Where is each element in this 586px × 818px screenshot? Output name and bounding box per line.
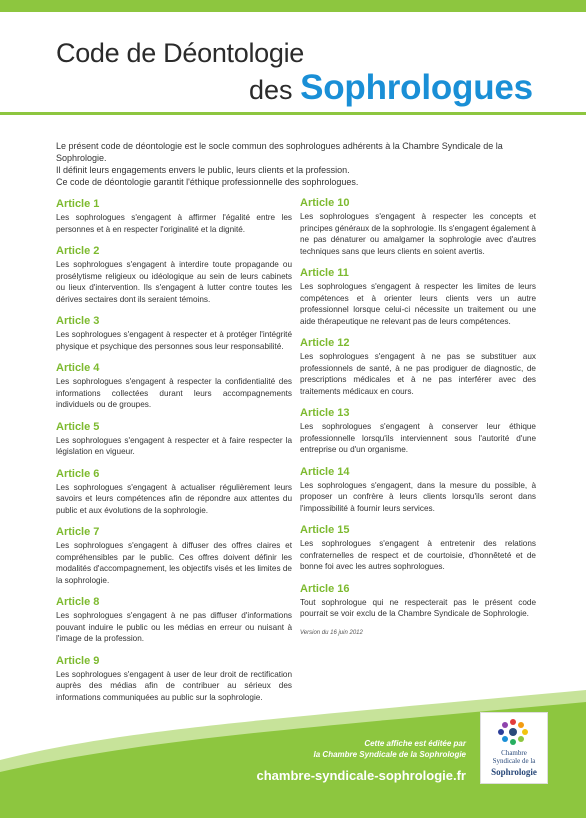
chambre-syndicale-logo bbox=[480, 712, 548, 784]
article-11 bbox=[300, 267, 536, 327]
article-10 bbox=[300, 197, 536, 257]
article-6 bbox=[56, 468, 292, 517]
article-text: Les sophrologues s'engagent à ne pas diffuser d'informations pouvant induire le public ou les médias en erreur ou nuisant à l'image de la profession. bbox=[56, 611, 292, 643]
logo-line: Chambre bbox=[501, 749, 527, 757]
article-title: Article 7 bbox=[56, 526, 100, 538]
article-title: Article 1 bbox=[56, 198, 100, 210]
article-7 bbox=[56, 526, 292, 586]
article-12 bbox=[300, 337, 536, 397]
article-text: Les sophrologues s'engagent à diffuser des offres claires et compréhensibles par le public. Ces offres doivent définir les modalités d'accompagnement, les objectifs visés et les limites de la sophrologie. bbox=[56, 541, 292, 585]
article-text: Les sophrologues s'engagent à respecter les concepts et principes généraux de la sophrologie. Ils s'engagent également à ne pas dénaturer ou amalgamer la sophrologie avec d'autres techniques sans que leurs clients en soient avertis. bbox=[300, 212, 536, 256]
footer-website-link[interactable]: chambre-syndicale-sophrologie.fr bbox=[256, 768, 466, 783]
title-main-word: Sophrologues bbox=[300, 68, 533, 107]
intro-line: Le présent code de déontologie est le socle commun des sophrologues adhérents à la Chambre Syndicale de la Sophrologie. bbox=[56, 141, 503, 163]
footer-publisher-note bbox=[314, 738, 466, 760]
article-13 bbox=[300, 407, 536, 456]
article-3 bbox=[56, 315, 292, 352]
footer-line: la Chambre Syndicale de la Sophrologie bbox=[313, 750, 466, 759]
article-4 bbox=[56, 362, 292, 411]
logo-line: Syndicale de la bbox=[492, 757, 536, 765]
footer-line: Cette affiche est éditée par bbox=[364, 739, 466, 748]
article-16 bbox=[300, 583, 536, 620]
article-title: Article 4 bbox=[56, 362, 100, 374]
articles-right-column bbox=[300, 197, 536, 636]
article-title: Article 8 bbox=[56, 596, 100, 608]
article-text: Les sophrologues s'engagent à respecter les limites de leurs compétences et à orienter leurs clients vers un autre professionnel lorsque celui-ci nécessite un traitement ou une aide thérapeutique ne relevant pas de leurs compétences. bbox=[300, 282, 536, 326]
article-text: Les sophrologues s'engagent à user de leur droit de rectification auprès des médias afin de contribuer au sérieux des informations communiquées au public sur la sophrologie. bbox=[56, 669, 292, 702]
logo-text-top bbox=[483, 749, 545, 765]
article-8 bbox=[56, 596, 292, 645]
article-15 bbox=[300, 524, 536, 573]
intro-paragraph bbox=[56, 140, 546, 188]
article-title: Article 11 bbox=[300, 267, 349, 279]
version-note: Version du 16 juin 2012 bbox=[300, 629, 363, 636]
article-text: Les sophrologues s'engagent à ne pas se substituer aux professionnels de santé, à ne pas prodiguer de diagnostic, de prescriptions médicales et à ne pas interférer avec des traitements médicaux en cours. bbox=[300, 352, 536, 396]
article-title: Article 9 bbox=[56, 654, 100, 667]
title-prefix: des bbox=[249, 75, 293, 105]
article-text: Les sophrologues s'engagent, dans la mesure du possible, à proposer un confrère à leurs clients lorsqu'ils seront dans l'impossibilité à fournir leurs services. bbox=[300, 480, 536, 513]
article-title: Article 13 bbox=[300, 407, 350, 419]
article-text: Les sophrologues s'engagent à affirmer l'égalité entre les personnes et à en respecter l'originalité et la dignité. bbox=[56, 213, 292, 234]
article-14 bbox=[300, 466, 536, 515]
article-text: Les sophrologues s'engagent à actualiser régulièrement leurs savoirs et leurs compétences afin de répondre aux attentes du public et aux évolutions de la sophrologie. bbox=[56, 482, 292, 515]
article-text: Les sophrologues s'engagent à respecter et à faire respecter la législation en vigueur. bbox=[56, 435, 292, 456]
article-text: Les sophrologues s'engagent à conserver leur éthique professionnelle lorsqu'ils interviennent sous l'autorité d'une entreprise ou d'un organisme. bbox=[300, 422, 536, 454]
top-accent-bar bbox=[0, 0, 586, 12]
logo-text-main: Sophrologie bbox=[491, 767, 537, 777]
article-text: Tout sophrologue qui ne respecterait pas le présent code pourrait se voir exclu de la Chambre Syndicale de Sophrologie. bbox=[300, 597, 536, 618]
page-title-line2 bbox=[249, 68, 533, 108]
intro-line: Il définit leurs engagements envers le public, leurs clients et la profession. bbox=[56, 165, 350, 175]
article-title: Article 12 bbox=[300, 337, 350, 349]
article-title: Article 2 bbox=[56, 245, 100, 257]
header-divider bbox=[0, 112, 586, 115]
intro-line: Ce code de déontologie garantit l'éthique professionnelle des sophrologues. bbox=[56, 177, 359, 187]
article-2 bbox=[56, 245, 292, 305]
articles-left-column bbox=[56, 198, 292, 713]
article-text: Les sophrologues s'engagent à entretenir des relations confraternelles de respect et de courtoisie, d'honnêteté et de bonne foi avec les autres sophrologues. bbox=[300, 539, 536, 571]
article-text: Les sophrologues s'engagent à respecter et à protéger l'intégrité physique et psychique des personnes sous leur responsabilité. bbox=[56, 330, 292, 351]
article-title: Article 10 bbox=[300, 197, 350, 209]
article-title: Article 15 bbox=[300, 524, 350, 536]
article-text: Les sophrologues s'engagent à interdire toute propagande ou prosélytisme religieux ou idéologique au sein de leurs cabinets ou lieux d'intervention. Ils s'engagent à lutter contre toutes les dérives sectaires dont ils seraient témoins. bbox=[56, 260, 292, 304]
article-5 bbox=[56, 421, 292, 458]
article-title: Article 3 bbox=[56, 315, 100, 327]
page-title-line1: Code de Déontologie bbox=[56, 38, 304, 68]
article-title: Article 6 bbox=[56, 467, 100, 480]
article-title: Article 14 bbox=[300, 465, 350, 478]
article-title: Article 16 bbox=[300, 582, 350, 595]
article-1 bbox=[56, 198, 292, 235]
article-text: Les sophrologues s'engagent à respecter la confidentialité des informations collectées durant leurs accompagnements individuels ou de groupes. bbox=[56, 377, 292, 409]
flower-logo-icon bbox=[495, 717, 531, 749]
article-title: Article 5 bbox=[56, 420, 100, 433]
